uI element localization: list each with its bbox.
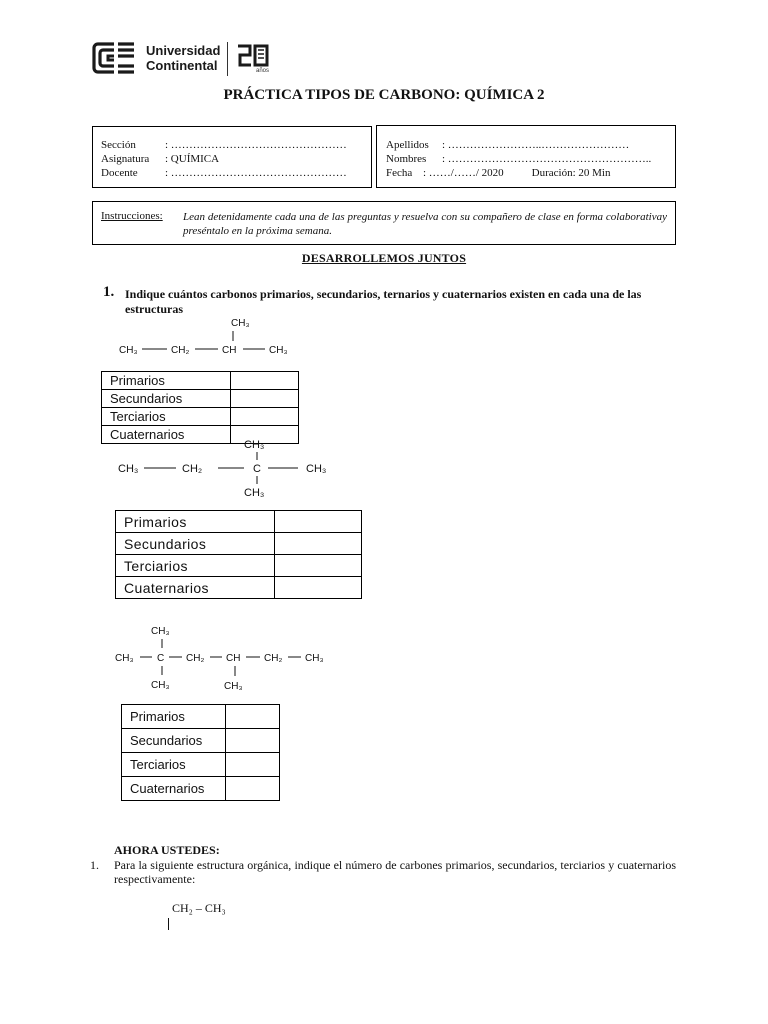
name-field[interactable]	[386, 152, 651, 166]
s3-ch: CH	[226, 653, 241, 664]
instructions-text: Lean detenidamente cada una de las preguntas y resuelva con su compañero de clase en forma colaborativay preséntalo en la próxima semana.	[183, 211, 667, 237]
s2-ch3-left: CH₃	[118, 463, 139, 475]
table-row	[102, 390, 299, 408]
s3-ch3-right: CH₃	[305, 653, 324, 664]
page-title: PRÁCTICA TIPOS DE CARBONO: QUÍMICA 2	[223, 87, 545, 103]
date-label: Fecha	[386, 167, 413, 179]
table-row	[122, 705, 280, 729]
structure-3-diagram	[112, 622, 337, 694]
row-label: Cuaternarios	[116, 577, 275, 599]
s2-c: C	[253, 463, 261, 475]
structure-1-diagram	[115, 314, 305, 360]
s3-ch3-bottom-right: CH₃	[224, 681, 243, 692]
table-row	[116, 577, 362, 599]
s1-ch2: CH₂	[171, 345, 190, 356]
name-value: : ………………………………………………..	[442, 153, 652, 165]
section-field[interactable]	[101, 138, 347, 152]
row-label: Secundarios	[102, 390, 231, 408]
practice-question-text: Para la siguiente estructura orgánica, indique el número de carbones primarios, secundarios, terciarios y cuaternarios respectivamente:	[114, 858, 676, 886]
teacher-value: : …………………………………………	[165, 167, 347, 179]
subject-field[interactable]	[101, 152, 219, 166]
row-label: Cuaternarios	[102, 426, 231, 444]
university-name-line2: Continental	[146, 58, 218, 73]
s1-ch: CH	[222, 345, 237, 356]
row-label: Primarios	[116, 511, 275, 533]
university-name-line1: Universidad	[146, 43, 221, 58]
s2-ch3-top: CH₃	[244, 440, 265, 451]
anniversary-20-icon	[236, 42, 270, 68]
s2-ch2: CH₂	[182, 463, 203, 475]
surname-field[interactable]	[386, 138, 629, 152]
answer-cell[interactable]	[226, 753, 280, 777]
instructions-label: Instrucciones:	[101, 210, 163, 222]
question-1-number: 1.	[103, 284, 115, 300]
s2-ch3-right: CH₃	[306, 463, 327, 475]
classification-table-3	[121, 704, 280, 801]
practice-formula: CH₂ – CH₃	[172, 901, 226, 915]
s1-ch3-left: CH₃	[119, 345, 138, 356]
answer-cell[interactable]	[231, 408, 299, 426]
teacher-label: Docente	[101, 167, 138, 179]
row-label: Secundarios	[116, 533, 275, 555]
practice-question-number: 1.	[90, 858, 99, 872]
anniversary-label: años	[256, 68, 270, 74]
date-value: : ……/……/ 2020	[423, 167, 504, 179]
s3-ch2-a: CH₂	[186, 653, 205, 664]
s3-c: C	[157, 653, 165, 664]
teacher-field[interactable]	[101, 166, 347, 180]
row-label: Cuaternarios	[122, 777, 226, 801]
table-row	[122, 753, 280, 777]
answer-cell[interactable]	[231, 390, 299, 408]
row-label: Terciarios	[122, 753, 226, 777]
s2-ch3-bottom: CH₃	[244, 487, 265, 498]
university-name	[146, 43, 220, 73]
surname-value: : ……………………..……………………	[442, 139, 630, 151]
section-label: Sección	[101, 139, 136, 151]
name-label: Nombres	[386, 153, 427, 165]
classification-table-2	[115, 510, 362, 599]
subject-value: : QUÍMICA	[165, 153, 220, 165]
s3-ch3-bottom-left: CH₃	[151, 680, 170, 691]
table-row	[116, 511, 362, 533]
row-label: Secundarios	[122, 729, 226, 753]
s3-ch2-b: CH₂	[264, 653, 283, 664]
student-info-box	[376, 125, 676, 188]
answer-cell[interactable]	[275, 533, 362, 555]
classification-table-1	[101, 371, 299, 444]
answer-cell[interactable]	[226, 777, 280, 801]
instructions-box	[92, 201, 676, 245]
table-row	[116, 555, 362, 577]
row-label: Primarios	[122, 705, 226, 729]
question-1-text: Indique cuántos carbonos primarios, secundarios, ternarios y cuaternarios existen en cada una de las estructuras	[125, 287, 642, 316]
table-row	[102, 372, 299, 390]
surname-label: Apellidos	[386, 139, 429, 151]
answer-cell[interactable]	[275, 511, 362, 533]
s1-ch3-top: CH₃	[231, 318, 250, 329]
table-row	[122, 777, 280, 801]
date-field[interactable]	[386, 166, 611, 180]
logo-divider	[227, 42, 228, 76]
course-info-box	[92, 126, 372, 188]
section-value: : …………………………………………	[165, 139, 347, 151]
table-row	[122, 729, 280, 753]
subject-label: Asignatura	[101, 153, 150, 165]
table-row	[116, 533, 362, 555]
s3-ch3-top: CH₃	[151, 626, 170, 637]
answer-cell[interactable]	[226, 705, 280, 729]
table-row	[102, 408, 299, 426]
practice-heading: AHORA USTEDES:	[114, 843, 220, 857]
row-label: Terciarios	[116, 555, 275, 577]
practice-bond-line	[168, 918, 169, 930]
row-label: Primarios	[102, 372, 231, 390]
section-title: DESARROLLEMOS JUNTOS	[301, 251, 467, 265]
answer-cell[interactable]	[275, 577, 362, 599]
structure-2-diagram	[112, 440, 342, 498]
university-logo-mark-icon	[92, 42, 136, 74]
row-label: Terciarios	[102, 408, 231, 426]
duration-text: Duración: 20 Min	[531, 167, 611, 179]
s1-ch3-right: CH₃	[269, 345, 288, 356]
answer-cell[interactable]	[226, 729, 280, 753]
answer-cell[interactable]	[231, 372, 299, 390]
s3-ch3-left: CH₃	[115, 653, 134, 664]
answer-cell[interactable]	[275, 555, 362, 577]
